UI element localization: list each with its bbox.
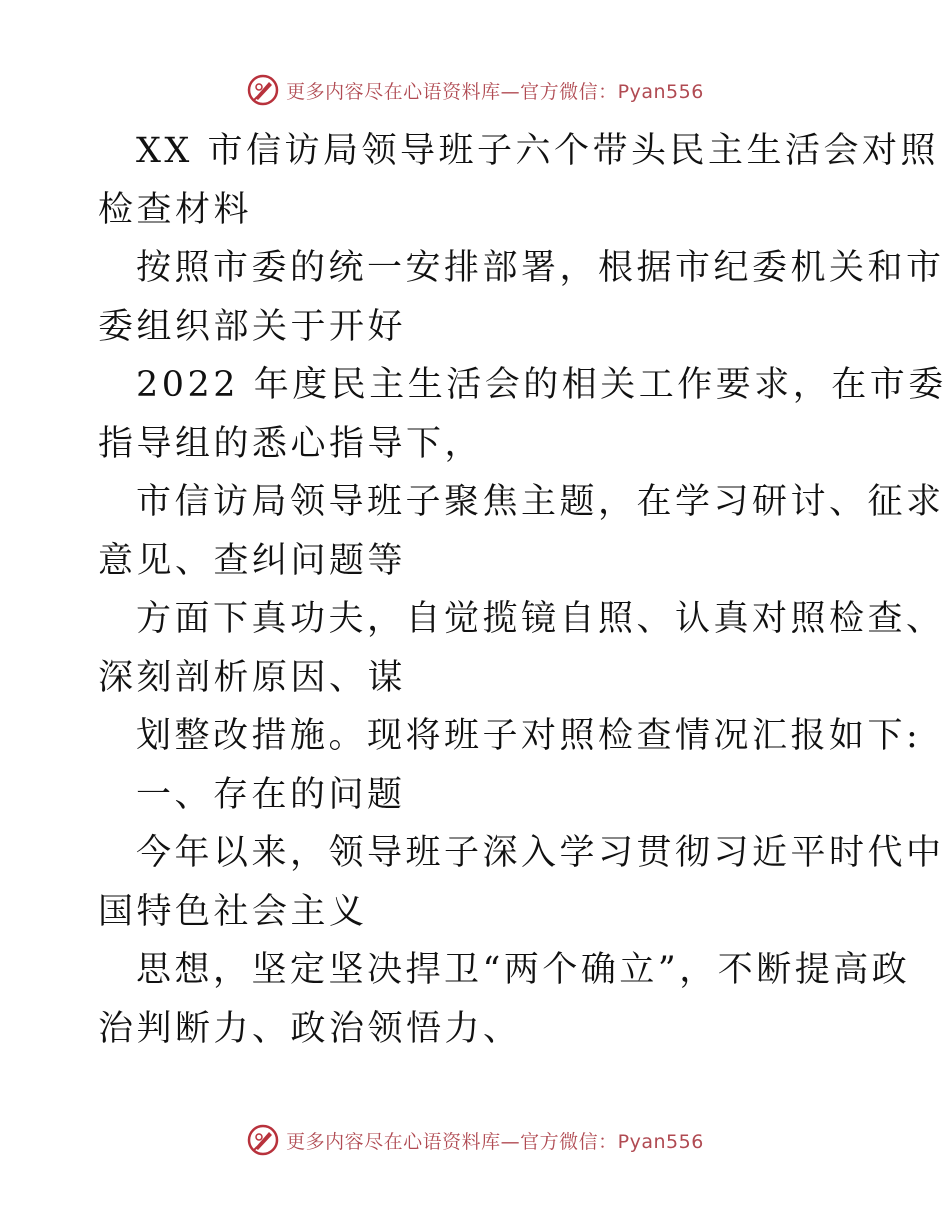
text-line: 意见、查纠问题等: [98, 540, 407, 581]
text-line: 思想，坚定坚决捍卫“两个确立”，不断提高政: [136, 950, 911, 990]
watermark-text: 更多内容尽在心语资料库—官方微信：Pyan556: [286, 1130, 704, 1153]
header-watermark: [0, 72, 950, 108]
quill-logo-icon: [246, 1123, 280, 1157]
text-line: 深刻剖析原因、谋: [98, 657, 407, 698]
text-line: 检查材料: [98, 189, 253, 230]
text-line: 2022 年度民主生活会的相关工作要求，在市委: [136, 365, 947, 405]
watermark-text: 更多内容尽在心语资料库—官方微信：Pyan556: [286, 80, 704, 103]
text-line: 按照市委的统一安排部署，根据市纪委机关和市: [136, 248, 945, 288]
text-line: 方面下真功夫，自觉揽镜自照、认真对照检查、: [136, 599, 945, 639]
text-line: 今年以来，领导班子深入学习贯彻习近平时代中: [136, 833, 945, 873]
text-line: 划整改措施。现将班子对照检查情况汇报如下:: [136, 716, 922, 756]
quill-logo-icon: [246, 73, 280, 107]
text-line: 治判断力、政治领悟力、: [98, 1008, 522, 1049]
text-line: 国特色社会主义: [98, 891, 368, 932]
text-line: 市信访局领导班子聚焦主题，在学习研讨、征求: [136, 482, 945, 522]
footer-watermark: [0, 1122, 950, 1158]
text-line: XX 市信访局领导班子六个带头民主生活会对照: [136, 131, 939, 171]
text-line: 指导组的悉心指导下，: [98, 423, 484, 464]
text-line: 委组织部关于开好: [98, 306, 407, 347]
text-line: 一、存在的问题: [136, 774, 406, 815]
document-body: [98, 122, 947, 1058]
